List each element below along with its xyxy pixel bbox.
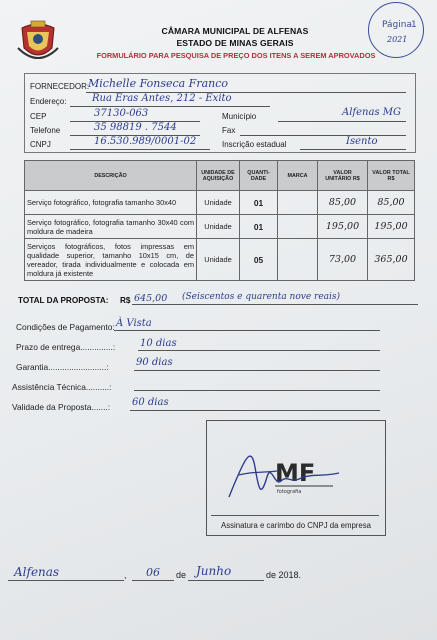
cep-value: 37130-063 <box>94 108 149 119</box>
row-unit: Unidade <box>197 215 240 239</box>
footer-day-line <box>132 580 174 581</box>
page-stamp-number: 1 <box>411 20 417 30</box>
row-description: Serviço fotográfico, fotografia tamanho 30x40 <box>25 191 197 215</box>
endereco-line <box>70 106 270 107</box>
insc-label: Inscrição estadual <box>222 140 287 149</box>
row-total: 85,00 <box>368 191 415 215</box>
page-stamp-label: Página <box>382 20 412 30</box>
col-marca: MARCA <box>278 161 318 191</box>
row-quantity: 01 <box>240 191 278 215</box>
total-value: 645,00 <box>134 293 168 304</box>
footer-city: Alfenas <box>14 565 60 579</box>
fax-label: Fax <box>222 126 236 135</box>
total-label: TOTAL DA PROPOSTA: <box>18 296 109 305</box>
row-total: 365,00 <box>368 239 415 281</box>
telefone-value: 35 98819 . 7544 <box>94 122 177 133</box>
signature-line <box>211 515 379 516</box>
row-unit-price: 85,00 <box>318 191 368 215</box>
page-stamp-initials: 2021 <box>387 35 408 44</box>
row-description: Serviços fotográficos, fotos impressas em qualidade superior, tamanho 10x15 cm, de vereador, tirada individualmente e colocada em moldura já existente <box>25 239 197 281</box>
validade-label: Validade da Proposta.......: <box>12 402 111 412</box>
garantia-label: Garantia.........................: <box>16 362 109 372</box>
header-title: CÂMARA MUNICIPAL DE ALFENAS <box>161 26 309 36</box>
table-row <box>25 215 415 239</box>
prazo-line <box>138 350 380 351</box>
cnpj-line <box>70 149 210 150</box>
total-currency: R$ <box>120 296 131 305</box>
endereco-label: Endereço: <box>30 97 67 106</box>
fax-line <box>240 135 406 136</box>
footer-month: Junho <box>196 564 232 578</box>
total-line <box>132 304 418 305</box>
pagamento-value: À Vista <box>116 318 152 329</box>
municipio-line <box>278 121 406 122</box>
col-valor-unitario: VALOR UNITÁRIO R$ <box>318 161 368 191</box>
row-unit: Unidade <box>197 239 240 281</box>
assistencia-label: Assistência Técnica..........: <box>12 382 112 392</box>
cnpj-value: 16.530.989/0001-02 <box>94 136 197 147</box>
row-total: 195,00 <box>368 215 415 239</box>
prazo-value: 10 dias <box>140 338 177 349</box>
pagamento-label: Condições de Pagamento: <box>16 322 115 332</box>
cnpj-label: CNPJ <box>30 140 51 149</box>
assistencia-line <box>134 390 380 391</box>
row-brand <box>278 239 318 281</box>
table-header <box>25 161 415 191</box>
total-extenso: (Seiscentos e quarenta nove reais) <box>182 292 341 302</box>
row-unit-price: 73,00 <box>318 239 368 281</box>
handwritten-signature <box>215 437 345 507</box>
municipio-label: Município <box>222 112 257 121</box>
footer-day: 06 <box>146 566 160 579</box>
cep-label: CEP <box>30 112 47 121</box>
row-quantity: 01 <box>240 215 278 239</box>
row-brand <box>278 191 318 215</box>
endereco-value: Rua Eras Antes, 212 - Exito <box>92 93 232 104</box>
svg-text:fotografia: fotografia <box>277 489 302 495</box>
signature-caption: Assinatura e carimbo do CNPJ da empresa <box>221 521 371 530</box>
row-description: Serviço fotográfico, fotografia tamanho 30x40 com moldura de madeira <box>25 215 197 239</box>
fornecedor-value: Michelle Fonseca Franco <box>88 77 229 90</box>
col-unidade: UNIDADE DE AQUISIÇÃO <box>197 161 240 191</box>
row-brand <box>278 215 318 239</box>
header-subtitle: ESTADO DE MINAS GERAIS <box>176 38 294 48</box>
footer-month-line <box>188 580 264 581</box>
svg-text:MF: MF <box>275 459 316 487</box>
col-valor-total: VALOR TOTAL R$ <box>368 161 415 191</box>
coat-of-arms-logo <box>16 18 60 64</box>
prazo-label: Prazo de entrega..............: <box>16 342 116 352</box>
garantia-line <box>134 370 380 371</box>
col-quantidade: QUANTI-DADE <box>240 161 278 191</box>
garantia-value: 90 dias <box>136 357 173 368</box>
col-descricao: DESCRIÇÃO <box>25 161 197 191</box>
row-unit-price: 195,00 <box>318 215 368 239</box>
fornecedor-label: FORNECEDOR: <box>30 82 90 91</box>
form-title: FORMULÁRIO PARA PESQUISA DE PREÇO DOS ITENS A SEREM APROVADOS <box>96 51 376 60</box>
validade-value: 60 dias <box>132 397 169 408</box>
footer-de: de <box>176 570 187 580</box>
insc-line <box>300 149 406 150</box>
signature-box <box>206 420 386 536</box>
footer-city-line <box>8 580 124 581</box>
footer-year: de 2018. <box>266 570 302 580</box>
row-unit: Unidade <box>197 191 240 215</box>
footer-comma: , <box>124 570 127 580</box>
validade-line <box>130 410 380 411</box>
telefone-label: Telefone <box>30 126 61 135</box>
page-stamp <box>368 2 424 58</box>
items-table <box>24 160 415 281</box>
row-quantity: 05 <box>240 239 278 281</box>
table-row <box>25 239 415 281</box>
pagamento-line <box>114 330 380 331</box>
table-row <box>25 191 415 215</box>
municipio-value: Alfenas MG <box>342 107 401 118</box>
insc-value: Isento <box>346 136 378 147</box>
